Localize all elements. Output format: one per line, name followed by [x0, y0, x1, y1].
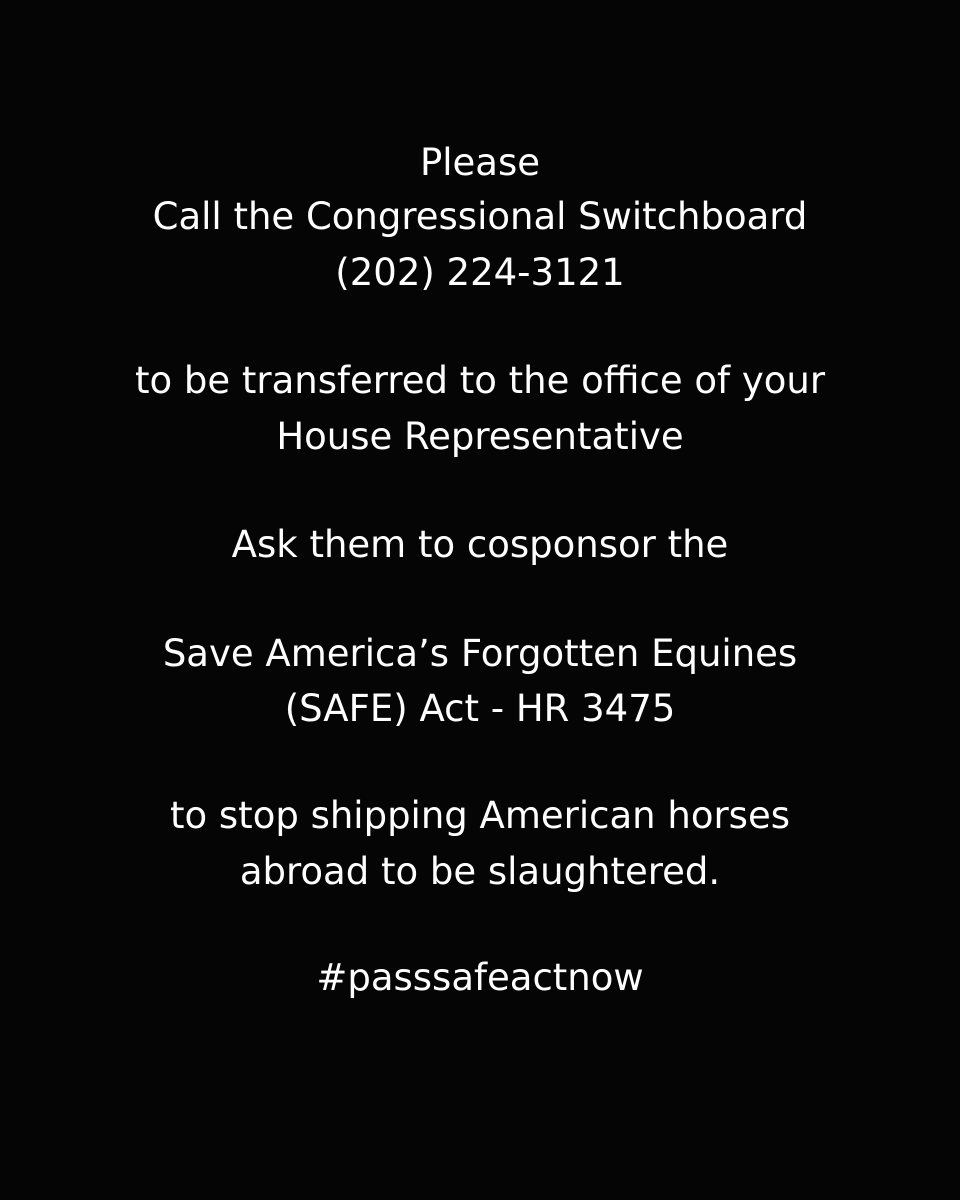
- post-line-act-number: (SAFE) Act - HR 3475: [284, 687, 676, 730]
- post-line-please: Please: [419, 141, 541, 184]
- post-line-hashtag: #passsafeactnow: [316, 956, 644, 999]
- post-line-call-switchboard: Call the Congressional Switchboard: [152, 195, 808, 238]
- post-line-transfer: to be transferred to the office of your: [134, 359, 826, 402]
- post-line-phone-number: (202) 224-3121: [335, 251, 625, 294]
- post-line-slaughtered: abroad to be slaughtered.: [239, 850, 721, 893]
- post-line-ask-cosponsor: Ask them to cosponsor the: [231, 523, 729, 566]
- post-line-act-name: Save America’s Forgotten Equines: [162, 632, 798, 675]
- post-line-stop-shipping: to stop shipping American horses: [170, 794, 790, 837]
- post-line-representative: House Representative: [276, 415, 684, 458]
